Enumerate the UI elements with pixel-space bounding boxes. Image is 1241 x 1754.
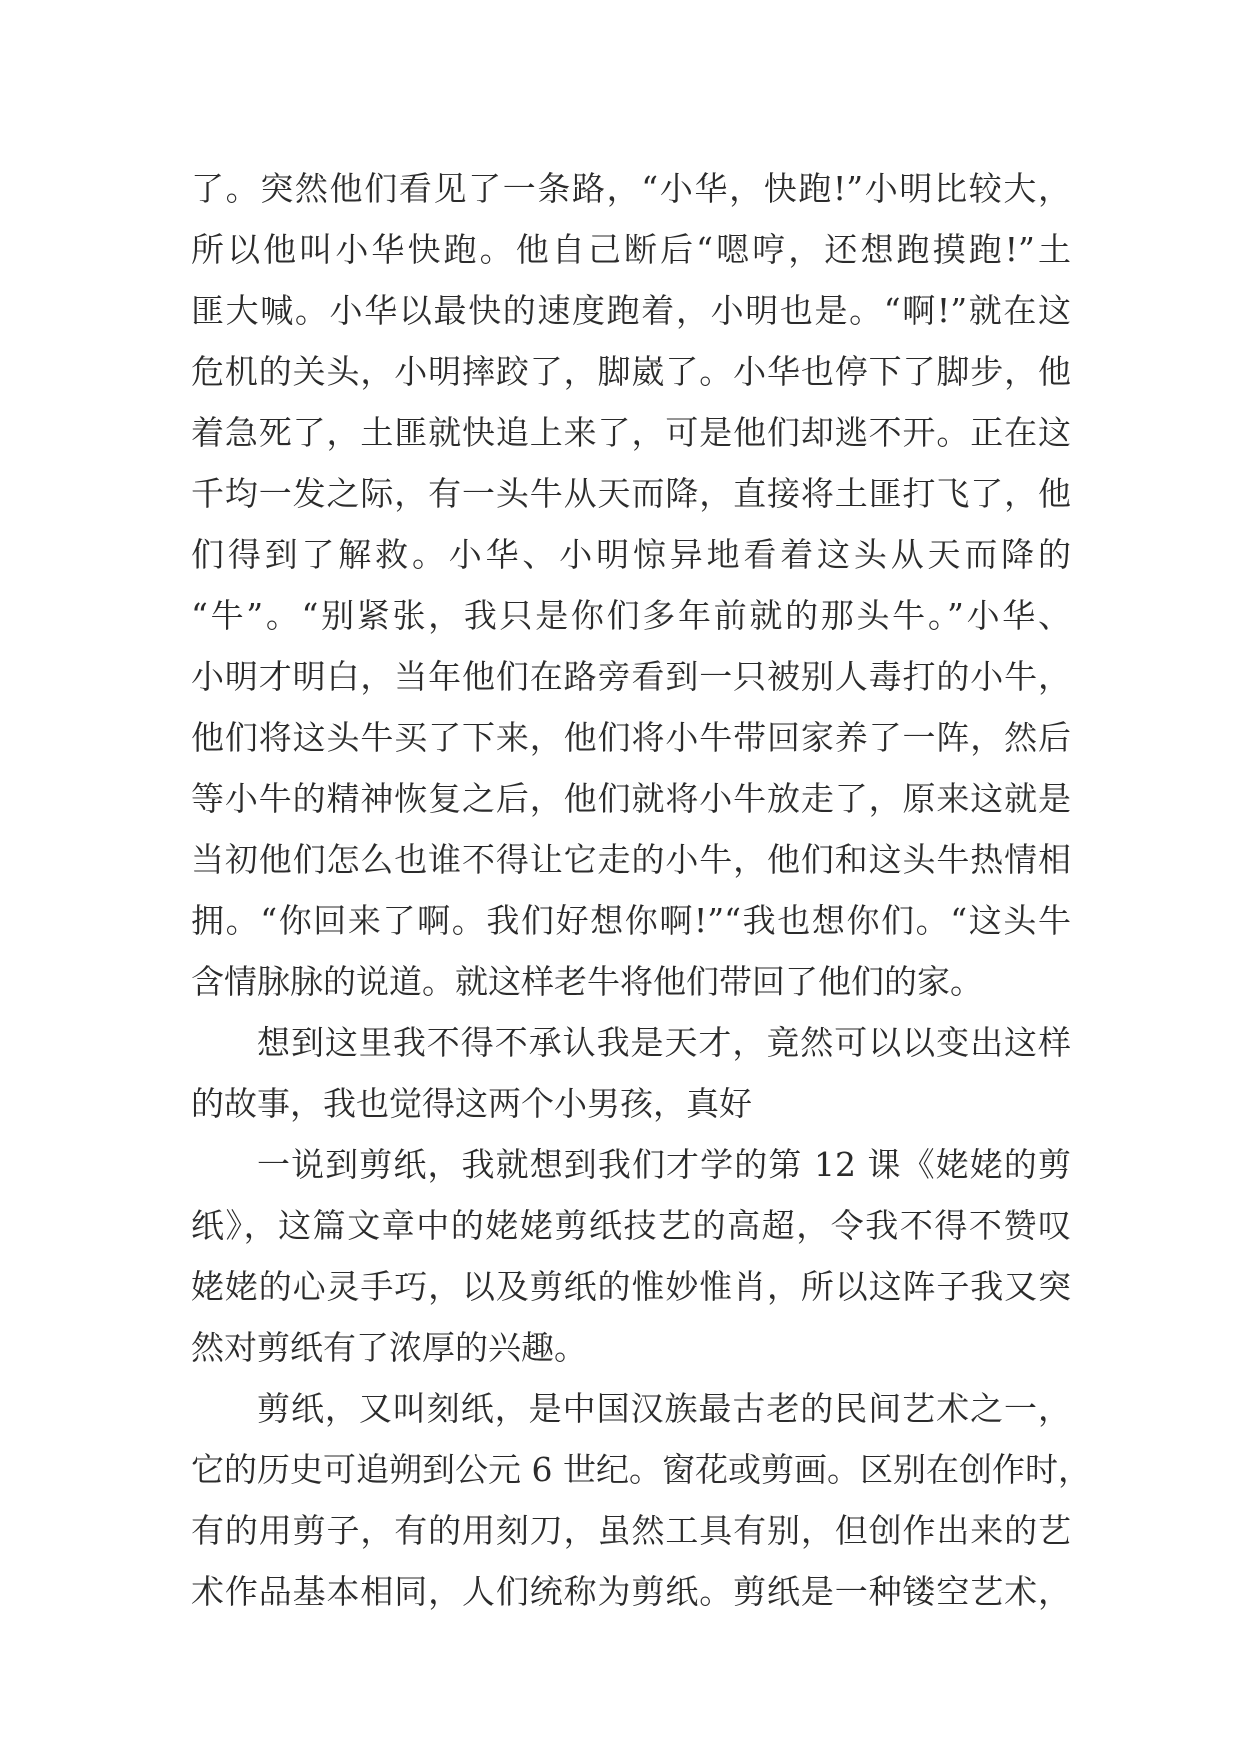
text-line: 剪纸，又叫刻纸，是中国汉族最古老的民间艺术之一， (257, 1389, 1071, 1428)
text-line: 一说到剪纸，我就想到我们才学的第 12 课《姥姥的剪 (257, 1145, 1071, 1184)
text-line: 了。突然他们看见了一条路，“小华，快跑!”小明比较大， (191, 169, 1071, 208)
text-line: 术作品基本相同，人们统称为剪纸。剪纸是一种镂空艺术， (191, 1572, 1071, 1611)
text-line: 们得到了解救。小华、小明惊异地看着这头从天而降的 (191, 535, 1071, 574)
text-line: 他们将这头牛买了下来，他们将小牛带回家养了一阵，然后 (191, 718, 1071, 757)
text-line: 想到这里我不得不承认我是天才，竟然可以以变出这样 (257, 1023, 1071, 1062)
text-line: “牛”。“别紧张，我只是你们多年前就的那头牛。”小华、 (191, 596, 1071, 635)
text-line: 它的历史可追朔到公元 6 世纪。窗花或剪画。区别在创作时， (191, 1450, 1091, 1489)
text-line: 拥。“你回来了啊。我们好想你啊!”“我也想你们。“这头牛 (191, 901, 1071, 940)
text-line: 所以他叫小华快跑。他自己断后“嗯哼，还想跑摸跑!”土 (191, 230, 1071, 269)
text-line: 小明才明白，当年他们在路旁看到一只被别人毒打的小牛， (191, 657, 1071, 696)
text-line: 然对剪纸有了浓厚的兴趣。 (191, 1328, 587, 1367)
text-line: 当初他们怎么也谁不得让它走的小牛，他们和这头牛热情相 (191, 840, 1071, 879)
text-line: 危机的关头，小明摔跤了，脚崴了。小华也停下了脚步，他 (191, 352, 1071, 391)
text-line: 含情脉脉的说道。就这样老牛将他们带回了他们的家。 (191, 962, 983, 1001)
text-line: 千均一发之际，有一头牛从天而降，直接将土匪打飞了，他 (191, 474, 1071, 513)
body-text (191, 158, 1091, 1622)
text-line: 着急死了，土匪就快追上来了，可是他们却逃不开。正在这 (191, 413, 1071, 452)
text-line: 等小牛的精神恢复之后，他们就将小牛放走了，原来这就是 (191, 779, 1071, 818)
text-line: 的故事，我也觉得这两个小男孩，真好 (191, 1084, 752, 1123)
text-line: 有的用剪子，有的用刻刀，虽然工具有别，但创作出来的艺 (191, 1511, 1071, 1550)
text-line: 纸》，这篇文章中的姥姥剪纸技艺的高超，令我不得不赞叹 (191, 1206, 1071, 1245)
text-line: 姥姥的心灵手巧，以及剪纸的惟妙惟肖，所以这阵子我又突 (191, 1267, 1071, 1306)
text-line: 匪大喊。小华以最快的速度跑着，小明也是。“啊!”就在这 (191, 291, 1071, 330)
